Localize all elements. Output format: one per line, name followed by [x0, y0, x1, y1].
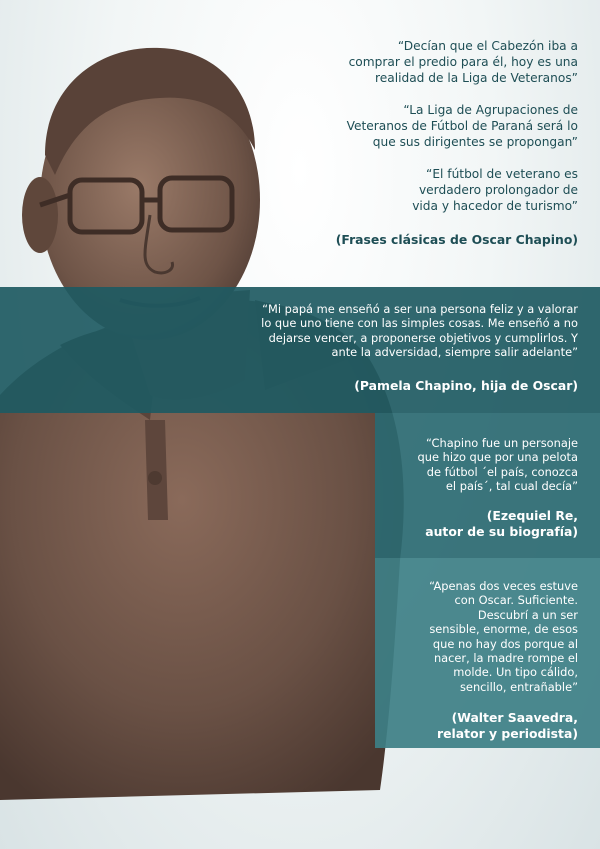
pamela-quote: “Mi papá me enseñó a ser una persona feliz y a valorar lo que uno tiene con las simples cosas. Me enseñó a no dejarse vencer, a proponerse objetivos y cumplirlos. Y ante la adversidad, siempre salir adelante” [261, 302, 578, 360]
pamela-attribution: (Pamela Chapino, hija de Oscar) [354, 377, 578, 393]
classic-quote-2: “La Liga de Agrupaciones de Veteranos de Fútbol de Paraná será lo que sus dirigentes se propongan” [346, 103, 578, 149]
classic-quotes-attribution: (Frases clásicas de Oscar Chapino) [335, 232, 578, 247]
classic-quotes [278, 38, 578, 248]
walter-quote: “Apenas dos veces estuve con Oscar. Suficiente. Descubrí a un ser sensible, enorme, de esos que no hay dos porque al nacer, la madre rompe el molde. Un tipo cálido, sencillo, entrañable” [429, 579, 578, 694]
classic-quote-1: “Decían que el Cabezón iba a comprar el predio para él, hoy es una realidad de la Liga de Veteranos” [348, 39, 578, 85]
pamela-quote-block [238, 302, 578, 394]
walter-quote-block [388, 579, 578, 742]
ezequiel-quote-block [378, 436, 578, 540]
walter-attribution: (Walter Saavedra, relator y periodista) [437, 710, 578, 742]
ezequiel-attribution: (Ezequiel Re, autor de su biografía) [425, 507, 578, 539]
classic-quote-3: “El fútbol de veterano es verdadero prolongador de vida y hacedor de turismo” [412, 167, 578, 213]
ezequiel-quote: “Chapino fue un personaje que hizo que por una pelota de fútbol ´el país, conozca el país´, tal cual decía” [417, 436, 578, 494]
